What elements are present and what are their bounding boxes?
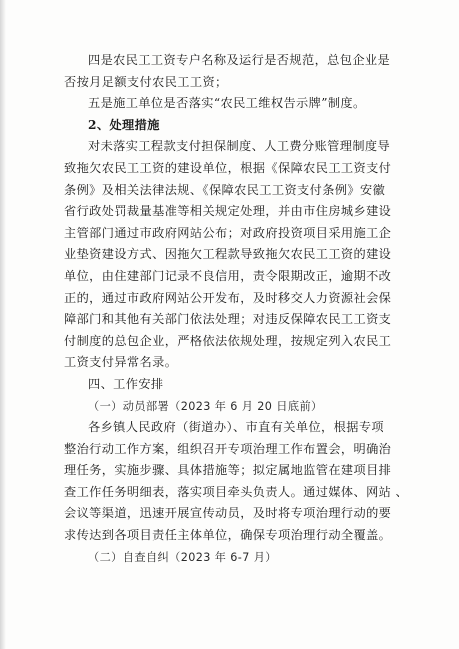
text-line: 条例》及相关法律法规、《保障农民工工资支付条例》安徽	[64, 182, 386, 197]
text-line: 整治行动工作方案，组织召开专项治理工作布置会，明确治	[64, 441, 392, 456]
text-line: 对未落实工程款支付担保制度、人工费分账管理制度导	[88, 139, 391, 154]
text-line: 单位，由住建部门记录不良信用，责令限期改正，逾期不改	[64, 268, 392, 283]
text-line: 各乡镇人民政府（街道办）、市直有关单位，根据专项	[88, 420, 384, 435]
text-line: 省行政处罚裁量基准等相关规定处理，并由市住房城乡建设	[64, 204, 392, 219]
text-line: 理任务，实施步骤、具体措施等；拟定属地监管在建项目排	[64, 463, 392, 478]
section-heading: 2、处理措施	[88, 117, 160, 132]
text-line: 工资支付异常名录。	[64, 355, 178, 370]
document-body	[64, 50, 409, 568]
section-heading: 四、工作安排	[88, 376, 164, 391]
text-line: 查工作任务明细表，落实项目牵头负责人。通过媒体、网站 、	[64, 484, 409, 499]
text-line: 求传达到各项目责任主体单位，确保专项治理行动全覆盖。	[64, 528, 392, 543]
text-line: 会议等渠道，迅速开展宣传动员，及时将专项治理行动的要	[64, 506, 392, 521]
text-line: 障部门和其他有关部门依法处理；对违反保障农民工工资支	[64, 312, 392, 327]
text-line: 正的，通过市政府网站公开发布，及时移交人力资源社会保	[64, 290, 392, 305]
text-line: 四是农民工工资专户名称及运行是否规范，总包企业是	[88, 53, 391, 67]
text-line: 主管部门通过市政府网站公布；对政府投资项目采用施工企	[64, 225, 392, 240]
page-edge-shadow	[0, 0, 6, 649]
text-line: 付制度的总包企业，严格依法依规处理，按规定列入农民工	[64, 333, 392, 348]
text-line: 否按月足额支付农民工工资；	[64, 74, 228, 89]
subsection-heading: （一）动员部署（2023 年 6 月 20 日底前）	[88, 399, 323, 413]
text-line: 致拖欠农民工工资的建设单位，根据《保障农民工工资支付	[64, 160, 392, 175]
text-line: 业垫资建设方式、因拖欠工程款导致拖欠农民工工资的建设	[64, 247, 392, 262]
text-line: 五是施工单位是否落实“农民工维权告示牌”制度。	[88, 96, 366, 111]
subsection-heading: （二）自查自纠（2023 年 6-7 月）	[88, 550, 277, 564]
